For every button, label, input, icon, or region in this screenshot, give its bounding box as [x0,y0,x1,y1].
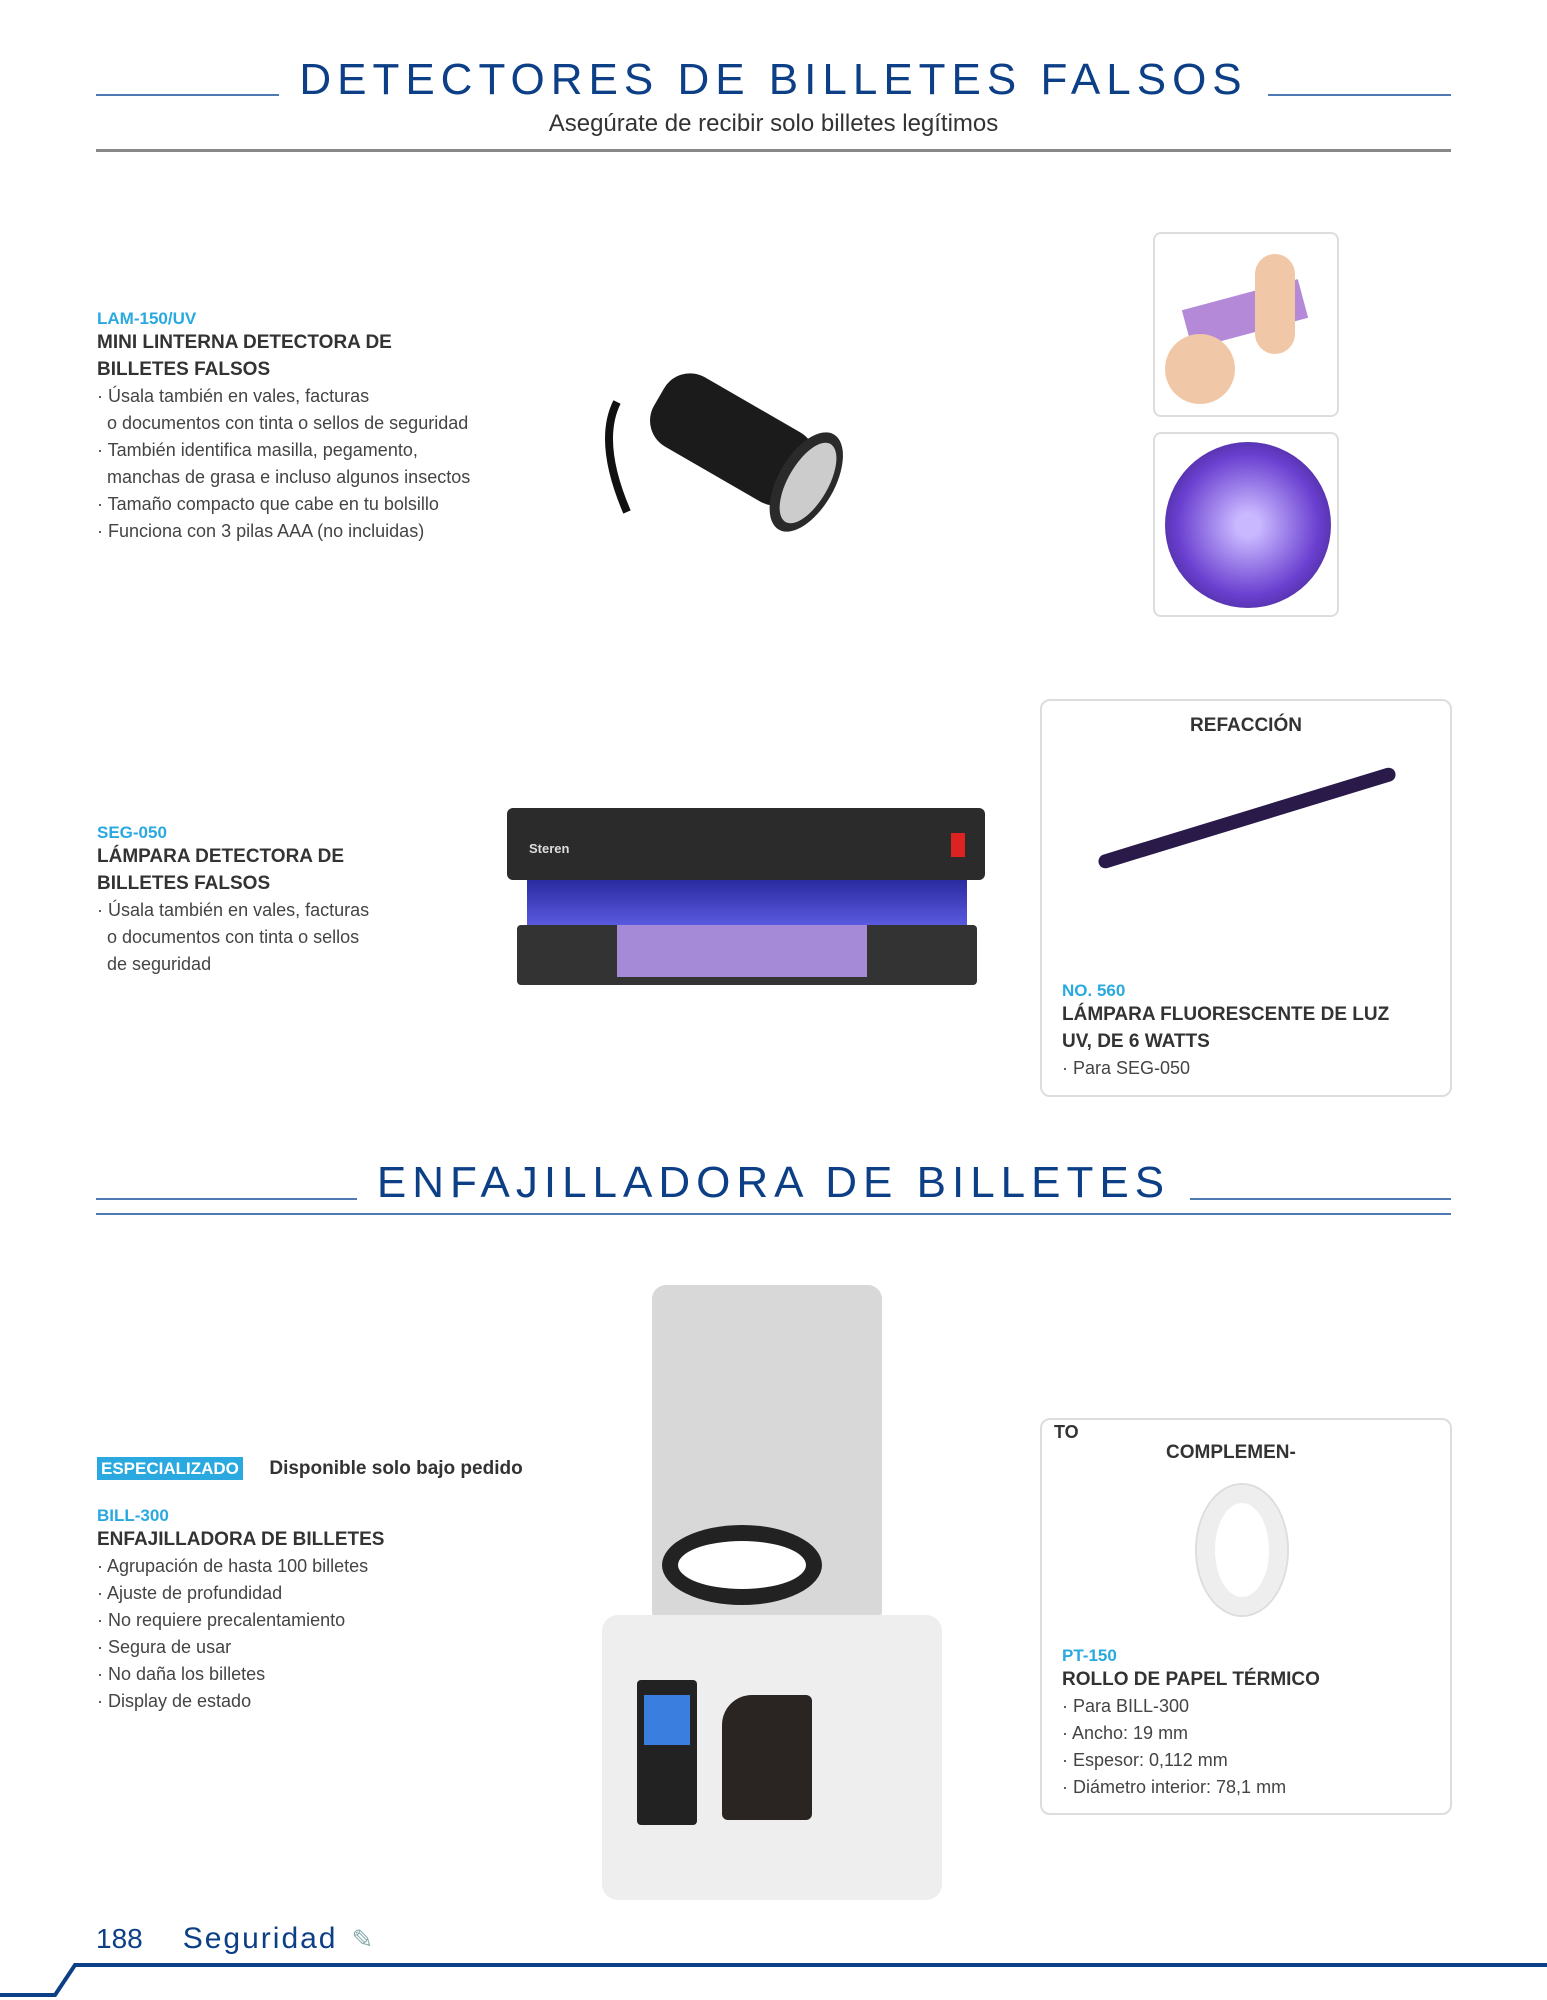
product-code: LAM-150/UV [97,309,197,328]
title-rule-lower [96,1213,1451,1215]
bullet: · Para SEG-050 [1062,1058,1191,1078]
brand-logo: Steren [529,841,570,856]
bullet: · No requiere precalentamiento [97,1610,346,1630]
refaccion-card [1040,699,1452,1097]
product-name: UV, DE 6 WATTS [1062,1031,1210,1052]
card-label: REFACCIÓN [1190,715,1302,736]
section-subtitle: Asegúrate de recibir solo billetes legítimos [548,110,999,137]
product-name: ROLLO DE PAPEL TÉRMICO [1062,1669,1320,1690]
bullet: · Ancho: 19 mm [1062,1723,1189,1743]
availability-note: Disponible solo bajo pedido [269,1458,523,1479]
product-name: ENFAJILLADORA DE BILLETES [97,1529,385,1550]
product-name: MINI LINTERNA DETECTORA DE [97,332,392,353]
product-bill-300 [97,1458,523,1715]
footer-section-name: Seguridad [182,1922,338,1955]
bullet: · Espesor: 0,112 mm [1062,1750,1228,1770]
product-code: SEG-050 [97,823,167,842]
flashlight-image [587,332,887,562]
section-title-text: DETECTORES DE BILLETES FALSOS [279,55,1267,104]
uv-lamp-image [507,803,985,988]
subtitle-rule [96,149,1451,152]
product-name: LÁMPARA DETECTORA DE [97,846,344,867]
section-title-detectores [0,55,1547,105]
product-name: LÁMPARA FLUORESCENTE DE LUZ [1062,1004,1390,1025]
bullet: · Display de estado [97,1691,252,1711]
thumbnail-uv-leds [1153,432,1339,617]
section-title-text: ENFAJILLADORA DE BILLETES [357,1158,1190,1207]
footer [96,1922,373,1956]
specialized-badge: ESPECIALIZADO [97,1457,243,1480]
complemento-card [1040,1418,1452,1815]
product-name: BILLETES FALSOS [97,873,271,894]
bullet: · También identifica masilla, pegamento, [97,440,418,460]
bullet: · Diámetro interior: 78,1 mm [1062,1777,1287,1797]
bullet: · No daña los billetes [97,1664,266,1684]
card-label: COMPLEMEN- [1166,1442,1296,1463]
thumbnail-usage [1153,232,1339,417]
bill-strapping-machine-image [602,1285,942,1900]
bullet: · Agrupación de hasta 100 billetes [97,1556,369,1576]
product-code: NO. 560 [1062,981,1126,1000]
uv-tube-image [1097,766,1398,870]
product-code: PT-150 [1062,1646,1117,1665]
bullet: manchas de grasa e incluso algunos insectos [97,467,471,487]
product-code: BILL-300 [97,1506,169,1525]
bullet: · Segura de usar [97,1637,232,1657]
paper-roll-image [1197,1485,1287,1615]
footer-rule [0,1955,1547,2000]
bullet: o documentos con tinta o sellos [97,927,360,947]
security-icon: ✎ [351,1924,374,1954]
card-label-fragment: TO [1054,1422,1079,1442]
bullet: · Tamaño compacto que cabe en tu bolsillo [97,494,439,514]
bullet: · Funciona con 3 pilas AAA (no incluidas) [97,521,425,541]
product-name: BILLETES FALSOS [97,359,271,380]
bullet: o documentos con tinta o sellos de seguridad [97,413,469,433]
product-seg-050 [97,823,369,978]
bullet: · Ajuste de profundidad [97,1583,283,1603]
bullet: · Úsala también en vales, facturas [97,900,370,920]
page-number: 188 [96,1923,143,1954]
product-lam-150 [97,309,470,545]
bullet: · Para BILL-300 [1062,1696,1190,1716]
bullet: · Úsala también en vales, facturas [97,386,370,406]
bullet: de seguridad [97,954,212,974]
section-title-enfajilladora [0,1158,1547,1208]
